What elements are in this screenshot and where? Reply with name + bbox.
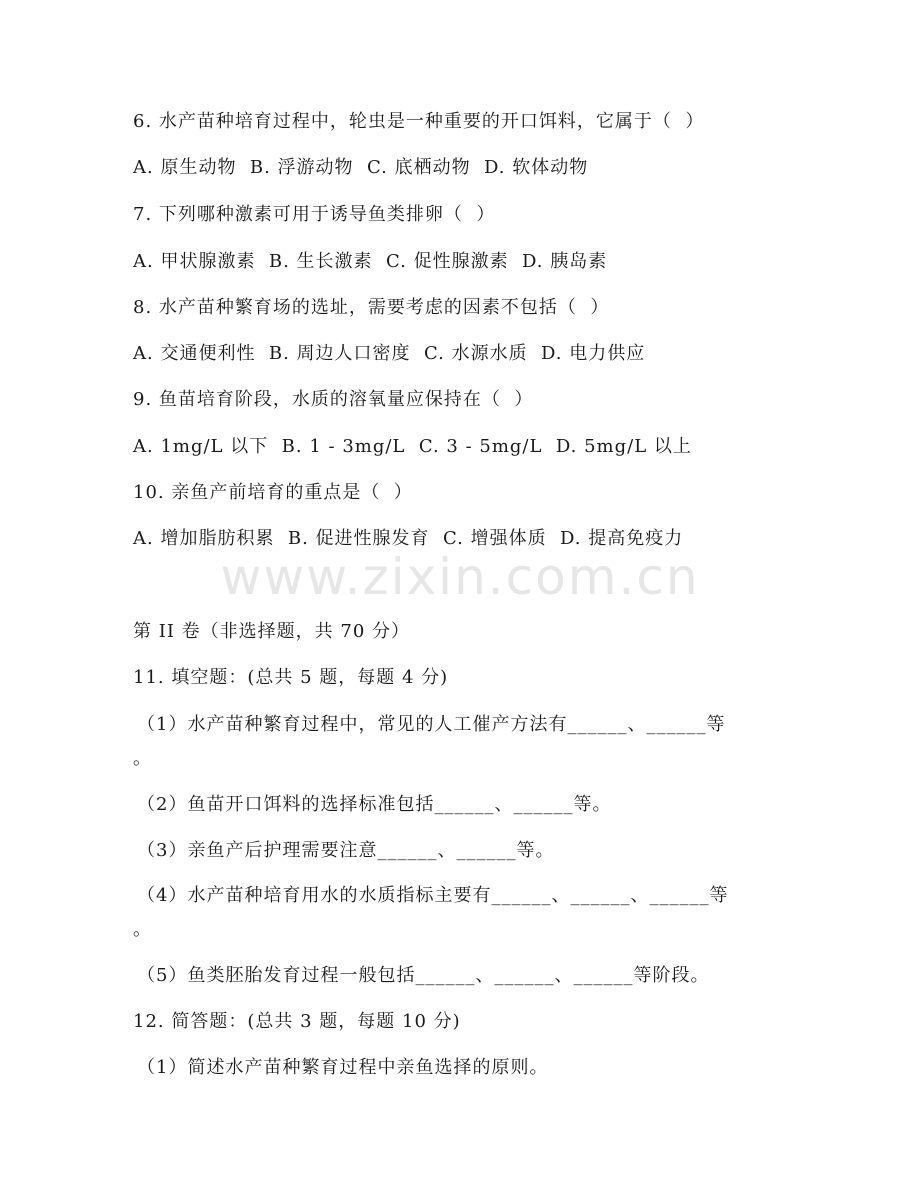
question-7-options: A. 甲状腺激素 B. 生长激素 C. 促性腺激素 D. 胰岛素 (133, 251, 608, 272)
question-6: 6. 水产苗种培育过程中，轮虫是一种重要的开口饵料，它属于（ ） (133, 111, 705, 132)
question-11-heading: 11. 填空题：(总共 5 题，每题 4 分) (133, 667, 449, 688)
question-8: 8. 水产苗种繁育场的选址，需要考虑的因素不包括（ ） (133, 297, 610, 318)
fill-blank-3: （3）亲鱼产后护理需要注意______、______等。 (137, 840, 555, 861)
fill-blank-5: （5）鱼类胚胎发育过程一般包括______、______、______等阶段。 (137, 965, 710, 986)
fill-blank-1: （1）水产苗种繁育过程中，常见的人工催产方法有______、______等 (137, 714, 726, 735)
fill-blank-1-wrap: 。 (133, 748, 152, 769)
fill-blank-2: （2）鱼苗开口饵料的选择标准包括______、______等。 (137, 794, 612, 815)
question-8-options: A. 交通便利性 B. 周边人口密度 C. 水源水质 D. 电力供应 (133, 343, 646, 364)
question-9-options: A. 1mg/L 以下 B. 1 - 3mg/L C. 3 - 5mg/L D. 5mg/L 以上 (133, 436, 692, 457)
question-10-options: A. 增加脂肪积累 B. 促进性腺发育 C. 增强体质 D. 提高免疫力 (133, 528, 684, 549)
watermark: www.zixin.com.cn (220, 548, 700, 606)
fill-blank-4-wrap: 。 (133, 919, 152, 940)
question-12-heading: 12. 简答题：(总共 3 题，每题 10 分) (133, 1011, 461, 1032)
fill-blank-4: （4）水产苗种培育用水的水质指标主要有______、______、______等 (137, 885, 729, 906)
section-heading: 第 II 卷（非选择题，共 70 分） (133, 621, 411, 642)
question-9: 9. 鱼苗培育阶段，水质的溶氧量应保持在（ ） (133, 389, 534, 410)
question-6-options: A. 原生动物 B. 浮游动物 C. 底栖动物 D. 软体动物 (133, 157, 589, 178)
question-10: 10. 亲鱼产前培育的重点是（ ） (133, 482, 413, 503)
question-7: 7. 下列哪种激素可用于诱导鱼类排卵（ ） (133, 204, 496, 225)
short-answer-1: （1）简述水产苗种繁育过程中亲鱼选择的原则。 (137, 1057, 549, 1078)
